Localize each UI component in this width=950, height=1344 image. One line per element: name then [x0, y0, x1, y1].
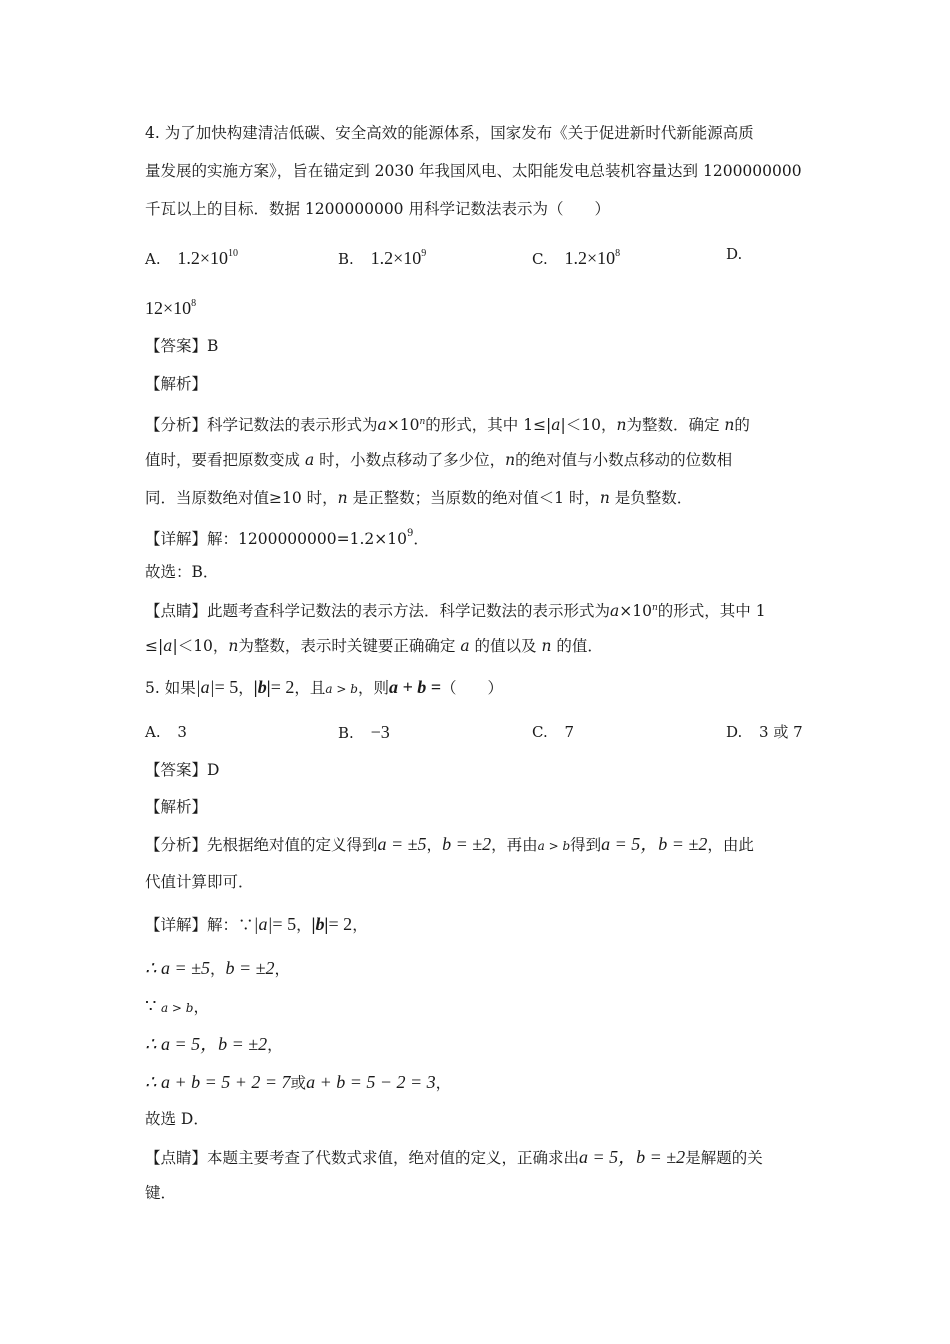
q5-analysis-heading: 【解析】 [145, 798, 208, 816]
q5-option-d [726, 722, 803, 742]
q4-dianjing-line-1: 【点睛】此题考查科学记数法的表示方法．科学记数法的表示形式为$a\times 10^n$的形式，其中 1 [145, 602, 766, 620]
q4-analysis-heading: 【解析】 [145, 375, 208, 393]
option-value: 3 [177, 723, 187, 741]
option-label: A. [145, 723, 161, 741]
q5-step-2: ∵ a > b， [145, 996, 209, 1016]
q5-dianjing-line-1: 【点睛】本题主要考查了代数式求值，绝对值的定义，正确求出a = 5，b = ±2是解题的关 [145, 1147, 763, 1167]
option-value: $1.2\times 10^9$ [370, 248, 427, 268]
q5-fenxi-line-2: 代值计算即可． [145, 873, 254, 891]
q4-answer: 【答案】B [145, 337, 219, 355]
q4-fenxi-line-1: 【分析】科学记数法的表示形式为$a\times 10^n$的形式，其中 1≤|a|＜10，n为整数．确定 n的 [145, 416, 750, 434]
q4-stem-line-3: 千瓦以上的目标．数据 1200000000 用科学记数法表示为（ ） [145, 200, 610, 218]
q4-choice: 故选：B． [145, 563, 219, 581]
q5-step-1: ∴ a = ±5，b = ±2， [145, 958, 291, 978]
q5-stem: 5. 如果|a|= 5，|b|= 2，且a > b，则a + b =（ ） [145, 677, 503, 697]
q4-stem-line-2: 量发展的实施方案》，旨在锚定到 2030 年我国风电、太阳能发电总装机容量达到 1200000000 [145, 162, 802, 180]
q4-option-d-value [145, 294, 196, 319]
option-label: B. [338, 250, 354, 268]
q5-option-a [145, 722, 187, 742]
q5-dianjing-line-2: 键． [145, 1184, 177, 1202]
option-label: D. [726, 723, 743, 741]
q4-option-c [532, 244, 620, 269]
q4-option-a [145, 244, 238, 269]
q4-stem-line-1: 4. 为了加快构建清洁低碳、安全高效的能源体系，国家发布《关于促进新时代新能源高质 [145, 124, 754, 142]
option-value: 3 或 7 [759, 723, 803, 741]
q5-fenxi-line-1: 【分析】先根据绝对值的定义得到a = ±5，b = ±2，再由a > b得到a = 5，b = ±2，由此 [145, 834, 754, 854]
q4-dianjing-line-2: ≤|a|＜10，n为整数，表示时关键要正确确定 a 的值以及 n 的值． [145, 637, 603, 655]
q4-detail: 【详解】解：$1200000000=1.2\times 10^9$． [145, 528, 429, 548]
q4-fenxi-line-2: 值时，要看把原数变成 a 时，小数点移动了多少位，n的绝对值与小数点移动的位数相 [145, 451, 733, 469]
q5-step-4: ∴ a + b = 5 + 2 = 7或a + b = 5 − 2 = 3， [145, 1072, 452, 1092]
option-value: $1.2\times 10^{10}$ [177, 248, 239, 268]
q4-option-d-label [726, 244, 742, 264]
q4-fenxi-line-3: 同．当原数绝对值≥10 时，n 是正整数；当原数的绝对值＜1 时，n 是负整数． [145, 489, 693, 507]
option-label: B. [338, 724, 354, 742]
q5-detail: 【详解】解：∵|a|= 5，|b|= 2， [145, 914, 368, 934]
q5-step-3: ∴ a = 5，b = ±2， [145, 1034, 283, 1054]
q5-answer: 【答案】D [145, 761, 220, 779]
q5-option-b [338, 722, 390, 743]
option-label: C. [532, 723, 548, 741]
option-value: $1.2\times 10^8$ [564, 248, 621, 268]
option-value: $12\times 10^8$ [145, 298, 197, 318]
option-value: 7 [564, 723, 575, 741]
option-value: −3 [370, 722, 390, 742]
option-label: C. [532, 250, 548, 268]
q5-option-c [532, 722, 574, 742]
option-label: A. [145, 250, 161, 268]
q5-choice: 故选 D． [145, 1110, 209, 1128]
option-label: D. [726, 245, 743, 263]
q4-option-b [338, 244, 426, 269]
